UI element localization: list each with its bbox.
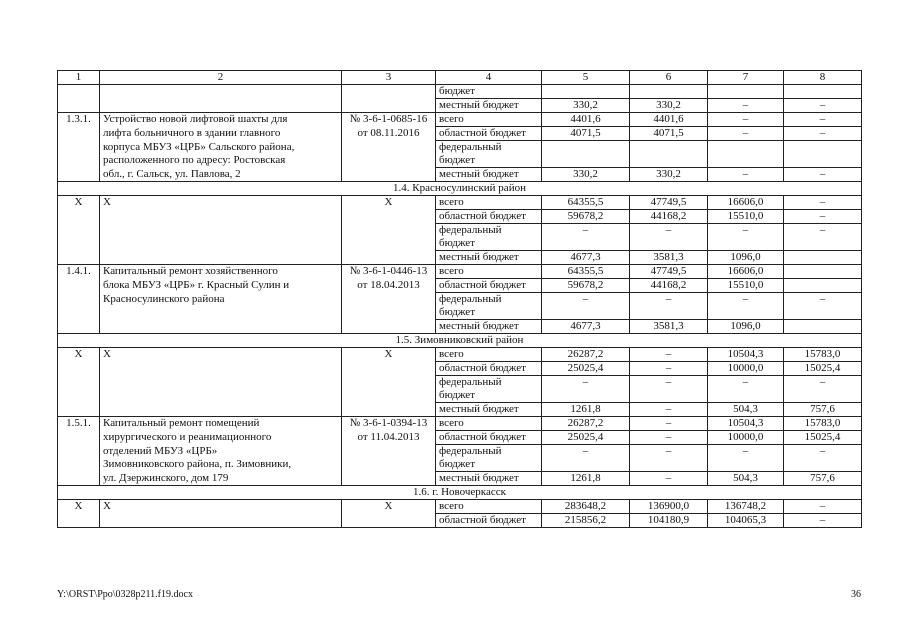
table-row (58, 514, 862, 528)
table-cell-col1 (58, 99, 100, 113)
table-cell-col4: местный бюджет (436, 472, 542, 486)
table-cell-col6 (630, 141, 708, 155)
table-row (58, 293, 862, 307)
table-row (58, 196, 862, 210)
table-cell-col1 (58, 141, 100, 155)
table-cell-col6 (630, 85, 708, 99)
table-cell-col1 (58, 514, 100, 528)
table-cell-col3 (342, 306, 436, 320)
table-cell-col8: – (784, 500, 862, 514)
table-row (58, 279, 862, 293)
table-cell-col8: – (784, 168, 862, 182)
table-cell-col3: № 3-6-1-0394-13 (342, 417, 436, 431)
table-cell-col6: – (630, 376, 708, 390)
table-cell-col1 (58, 431, 100, 445)
table-cell-col2 (100, 224, 342, 238)
table-cell-col2: отделений МБУЗ «ЦРБ» (100, 445, 342, 459)
table-cell-col4: федеральный (436, 376, 542, 390)
table-cell-col8 (784, 389, 862, 403)
table-cell-col1: 1.4.1. (58, 265, 100, 279)
table-row (58, 320, 862, 334)
table-row (58, 306, 862, 320)
table-cell-col8: – (784, 224, 862, 238)
table-cell-col5 (542, 458, 630, 472)
table-row (58, 417, 862, 431)
table-cell-col1 (58, 210, 100, 224)
table-cell-col1 (58, 168, 100, 182)
table-cell-col7: 10504,3 (708, 417, 784, 431)
table-cell-col5: – (542, 224, 630, 238)
table-cell-col6: – (630, 348, 708, 362)
table-cell-col2: расположенного по адресу: Ростовская (100, 154, 342, 168)
table-cell-col1: 1.3.1. (58, 113, 100, 127)
table-cell-col1 (58, 279, 100, 293)
table-cell-col8 (784, 306, 862, 320)
table-cell-col1 (58, 362, 100, 376)
table-cell-col4: местный бюджет (436, 251, 542, 265)
table-cell-col6: – (630, 224, 708, 238)
table-cell-col7: – (708, 113, 784, 127)
table-cell-col7: 10000,0 (708, 431, 784, 445)
table-cell-col6: 47749,5 (630, 265, 708, 279)
table-cell-col2: Капитальный ремонт хозяйственного (100, 265, 342, 279)
table-cell-col8: – (784, 445, 862, 459)
table-cell-col4: областной бюджет (436, 514, 542, 528)
table-cell-col2: хирургического и реанимационного (100, 431, 342, 445)
header-cell: 6 (630, 71, 708, 85)
table-cell-col7: – (708, 99, 784, 113)
table-cell-col4: бюджет (436, 237, 542, 251)
table-row (58, 154, 862, 168)
table-cell-col6: – (630, 445, 708, 459)
table-cell-col7: 1096,0 (708, 251, 784, 265)
table-cell-col4: местный бюджет (436, 320, 542, 334)
table-cell-col5: 4401,6 (542, 113, 630, 127)
table-cell-col6: – (630, 362, 708, 376)
table-cell-col6 (630, 458, 708, 472)
table-cell-col4: областной бюджет (436, 127, 542, 141)
table-cell-col5 (542, 154, 630, 168)
table-row (58, 445, 862, 459)
header-cell: 8 (784, 71, 862, 85)
table-cell-col7 (708, 389, 784, 403)
table-cell-col3 (342, 389, 436, 403)
table-cell-col3 (342, 403, 436, 417)
table-cell-col8 (784, 265, 862, 279)
table-cell-col4: бюджет (436, 458, 542, 472)
table-cell-col2: блока МБУЗ «ЦРБ» г. Красный Сулин и (100, 279, 342, 293)
table-cell-col8 (784, 458, 862, 472)
table-cell-col7: 15510,0 (708, 279, 784, 293)
table-cell-col3 (342, 237, 436, 251)
table-cell-col4: бюджет (436, 85, 542, 99)
table-cell-col7: 16606,0 (708, 265, 784, 279)
table-cell-col1: X (58, 500, 100, 514)
table-cell-col4: всего (436, 113, 542, 127)
table-cell-col3 (342, 293, 436, 307)
table-cell-col1 (58, 376, 100, 390)
table-cell-col4: всего (436, 196, 542, 210)
budget-table (57, 70, 862, 528)
table-cell-col5: 25025,4 (542, 431, 630, 445)
table-cell-col5: 330,2 (542, 99, 630, 113)
table-cell-col4: местный бюджет (436, 99, 542, 113)
table-cell-col6: 3581,3 (630, 251, 708, 265)
table-cell-col6: 47749,5 (630, 196, 708, 210)
table-cell-col4: федеральный (436, 445, 542, 459)
table-cell-col1: X (58, 348, 100, 362)
table-cell-col3 (342, 472, 436, 486)
table-cell-col3 (342, 362, 436, 376)
table-cell-col8 (784, 279, 862, 293)
header-cell: 7 (708, 71, 784, 85)
table-cell-col2: Капитальный ремонт помещений (100, 417, 342, 431)
table-cell-col5: 283648,2 (542, 500, 630, 514)
table-cell-col6: 3581,3 (630, 320, 708, 334)
table-cell-col8 (784, 237, 862, 251)
table-row (58, 265, 862, 279)
table-cell-col2 (100, 99, 342, 113)
table-cell-col1 (58, 127, 100, 141)
footer-file-path: Y:\ORST\Ppo\0328p211.f19.docx (57, 589, 193, 600)
table-cell-col8 (784, 251, 862, 265)
table-cell-col5: 64355,5 (542, 265, 630, 279)
table-cell-col2 (100, 514, 342, 528)
table-cell-col2: ул. Дзержинского, дом 179 (100, 472, 342, 486)
table-cell-col7: 10504,3 (708, 348, 784, 362)
table-cell-col5 (542, 306, 630, 320)
table-row (58, 362, 862, 376)
table-cell-col8: – (784, 127, 862, 141)
table-cell-col7: 504,3 (708, 472, 784, 486)
table-cell-col4: областной бюджет (436, 210, 542, 224)
table-cell-col5: 1261,8 (542, 403, 630, 417)
table-cell-col3 (342, 168, 436, 182)
table-cell-col6: – (630, 403, 708, 417)
table-cell-col4: всего (436, 265, 542, 279)
table-cell-col3: X (342, 196, 436, 210)
table-cell-col3 (342, 514, 436, 528)
table-row (58, 458, 862, 472)
table-cell-col2: лифта больничного в здании главного (100, 127, 342, 141)
table-cell-col1: 1.5.1. (58, 417, 100, 431)
table-cell-col8: 15025,4 (784, 362, 862, 376)
table-cell-col1 (58, 85, 100, 99)
table-cell-col1 (58, 403, 100, 417)
table-cell-col3: X (342, 500, 436, 514)
table-cell-col1 (58, 389, 100, 403)
table-cell-col3 (342, 85, 436, 99)
table-cell-col1 (58, 224, 100, 238)
table-row (58, 127, 862, 141)
table-cell-col5: 1261,8 (542, 472, 630, 486)
table-cell-col8 (784, 154, 862, 168)
table-cell-col2: обл., г. Сальск, ул. Павлова, 2 (100, 168, 342, 182)
table-cell-col5: 4677,3 (542, 320, 630, 334)
header-cell: 3 (342, 71, 436, 85)
table-cell-col1 (58, 320, 100, 334)
table-cell-col3 (342, 251, 436, 265)
table-cell-col8 (784, 85, 862, 99)
footer-page-number: 36 (851, 589, 861, 600)
table-row (58, 348, 862, 362)
table-cell-col8: 757,6 (784, 472, 862, 486)
table-row (58, 237, 862, 251)
header-cell: 2 (100, 71, 342, 85)
table-cell-col3: от 11.04.2013 (342, 431, 436, 445)
table-cell-col8 (784, 141, 862, 155)
table-cell-col3 (342, 99, 436, 113)
table-cell-col7 (708, 85, 784, 99)
table-cell-col4: бюджет (436, 306, 542, 320)
table-cell-col4: областной бюджет (436, 362, 542, 376)
table-cell-col1 (58, 472, 100, 486)
table-cell-col7: 15510,0 (708, 210, 784, 224)
section-row (58, 486, 862, 500)
table-row (58, 168, 862, 182)
section-title: 1.5. Зимовниковский район (58, 334, 862, 348)
table-cell-col2: X (100, 196, 342, 210)
table-cell-col7: 1096,0 (708, 320, 784, 334)
table-cell-col6: 330,2 (630, 168, 708, 182)
table-cell-col7: – (708, 376, 784, 390)
table-cell-col7: – (708, 293, 784, 307)
table-row (58, 500, 862, 514)
table-row (58, 113, 862, 127)
table-cell-col3: X (342, 348, 436, 362)
table-cell-col6: 4401,6 (630, 113, 708, 127)
table-cell-col5 (542, 141, 630, 155)
table-cell-col6: – (630, 293, 708, 307)
table-cell-col4: областной бюджет (436, 279, 542, 293)
table-cell-col2: X (100, 500, 342, 514)
table-cell-col2 (100, 306, 342, 320)
table-cell-col7: 10000,0 (708, 362, 784, 376)
table-cell-col7 (708, 458, 784, 472)
table-cell-col7 (708, 306, 784, 320)
section-row (58, 334, 862, 348)
table-row (58, 403, 862, 417)
table-cell-col5 (542, 85, 630, 99)
table-row (58, 99, 862, 113)
table-cell-col4: всего (436, 348, 542, 362)
table-cell-col8 (784, 320, 862, 334)
table-cell-col6: – (630, 431, 708, 445)
header-cell: 5 (542, 71, 630, 85)
table-row (58, 224, 862, 238)
table-cell-col8: – (784, 99, 862, 113)
table-cell-col2: Зимовниковского района, п. Зимовники, (100, 458, 342, 472)
table-row (58, 85, 862, 99)
table-cell-col3: от 08.11.2016 (342, 127, 436, 141)
table-cell-col8: – (784, 210, 862, 224)
table-cell-col5: 59678,2 (542, 279, 630, 293)
table-cell-col4: федеральный (436, 293, 542, 307)
table-row (58, 376, 862, 390)
table-cell-col3: № 3-6-1-0446-13 (342, 265, 436, 279)
header-cell: 4 (436, 71, 542, 85)
table-row (58, 210, 862, 224)
header-row (58, 71, 862, 85)
table-cell-col7: – (708, 127, 784, 141)
table-cell-col8: 15783,0 (784, 348, 862, 362)
table-row (58, 389, 862, 403)
table-cell-col6 (630, 154, 708, 168)
table-cell-col5: 330,2 (542, 168, 630, 182)
table-cell-col2 (100, 85, 342, 99)
table-cell-col3 (342, 458, 436, 472)
table-cell-col2: X (100, 348, 342, 362)
table-cell-col2 (100, 403, 342, 417)
table-cell-col3: от 18.04.2013 (342, 279, 436, 293)
table-cell-col5 (542, 389, 630, 403)
table-cell-col3 (342, 141, 436, 155)
section-row (58, 182, 862, 196)
table-cell-col6: 136900,0 (630, 500, 708, 514)
table-cell-col2: корпуса МБУЗ «ЦРБ» Сальского района, (100, 141, 342, 155)
table-cell-col2 (100, 376, 342, 390)
table-cell-col5: – (542, 376, 630, 390)
table-row (58, 472, 862, 486)
section-title: 1.4. Красносулинский район (58, 182, 862, 196)
table-cell-col6: 104180,9 (630, 514, 708, 528)
table-cell-col5: 26287,2 (542, 417, 630, 431)
table-cell-col5: 4677,3 (542, 251, 630, 265)
table-cell-col4: бюджет (436, 389, 542, 403)
table-cell-col6 (630, 237, 708, 251)
header-cell: 1 (58, 71, 100, 85)
table-cell-col5: – (542, 445, 630, 459)
table-cell-col5: – (542, 293, 630, 307)
table-cell-col2 (100, 237, 342, 251)
table-cell-col4: местный бюджет (436, 403, 542, 417)
table-cell-col8: 757,6 (784, 403, 862, 417)
table-cell-col7: 104065,3 (708, 514, 784, 528)
table-row (58, 431, 862, 445)
table-row (58, 251, 862, 265)
table-row (58, 141, 862, 155)
table-cell-col1 (58, 237, 100, 251)
table-cell-col3: № 3-6-1-0685-16 (342, 113, 436, 127)
table-cell-col1: X (58, 196, 100, 210)
table-cell-col1 (58, 458, 100, 472)
table-cell-col1 (58, 306, 100, 320)
table-cell-col2 (100, 210, 342, 224)
table-cell-col1 (58, 251, 100, 265)
table-cell-col5: 64355,5 (542, 196, 630, 210)
table-cell-col3 (342, 445, 436, 459)
table-cell-col4: местный бюджет (436, 168, 542, 182)
table-cell-col8: 15783,0 (784, 417, 862, 431)
table-cell-col1 (58, 293, 100, 307)
table-cell-col6: 4071,5 (630, 127, 708, 141)
table-cell-col5: 4071,5 (542, 127, 630, 141)
table-cell-col4: федеральный (436, 224, 542, 238)
table-cell-col2 (100, 320, 342, 334)
table-cell-col7: – (708, 168, 784, 182)
table-cell-col7: – (708, 224, 784, 238)
table-cell-col7: – (708, 445, 784, 459)
table-cell-col8: – (784, 196, 862, 210)
table-cell-col7 (708, 237, 784, 251)
table-cell-col5 (542, 237, 630, 251)
table-cell-col4: областной бюджет (436, 431, 542, 445)
table-cell-col5: 25025,4 (542, 362, 630, 376)
table-cell-col6: 330,2 (630, 99, 708, 113)
table-cell-col3 (342, 154, 436, 168)
table-cell-col6 (630, 306, 708, 320)
table-cell-col3 (342, 224, 436, 238)
table-cell-col5: 59678,2 (542, 210, 630, 224)
table-cell-col8: – (784, 113, 862, 127)
table-cell-col6: 44168,2 (630, 210, 708, 224)
table-cell-col2: Красносулинского района (100, 293, 342, 307)
table-cell-col7: 504,3 (708, 403, 784, 417)
table-cell-col3 (342, 210, 436, 224)
table-cell-col8: – (784, 293, 862, 307)
table-cell-col1 (58, 445, 100, 459)
table-cell-col8: – (784, 376, 862, 390)
table-cell-col1 (58, 154, 100, 168)
table-cell-col6: 44168,2 (630, 279, 708, 293)
table-cell-col5: 26287,2 (542, 348, 630, 362)
table-cell-col5: 215856,2 (542, 514, 630, 528)
table-cell-col7: 16606,0 (708, 196, 784, 210)
section-title: 1.6. г. Новочеркасск (58, 486, 862, 500)
table-cell-col4: всего (436, 417, 542, 431)
table-cell-col2 (100, 389, 342, 403)
table-cell-col8: 15025,4 (784, 431, 862, 445)
table-cell-col7 (708, 141, 784, 155)
table-cell-col4: всего (436, 500, 542, 514)
table-cell-col6: – (630, 417, 708, 431)
table-cell-col4: бюджет (436, 154, 542, 168)
table-cell-col2 (100, 362, 342, 376)
table-cell-col6: – (630, 472, 708, 486)
table-cell-col4: федеральный (436, 141, 542, 155)
table-cell-col2 (100, 251, 342, 265)
table-cell-col3 (342, 320, 436, 334)
table-cell-col8: – (784, 514, 862, 528)
table-cell-col3 (342, 376, 436, 390)
table-cell-col6 (630, 389, 708, 403)
table-cell-col2: Устройство новой лифтовой шахты для (100, 113, 342, 127)
table-cell-col7: 136748,2 (708, 500, 784, 514)
table-cell-col7 (708, 154, 784, 168)
